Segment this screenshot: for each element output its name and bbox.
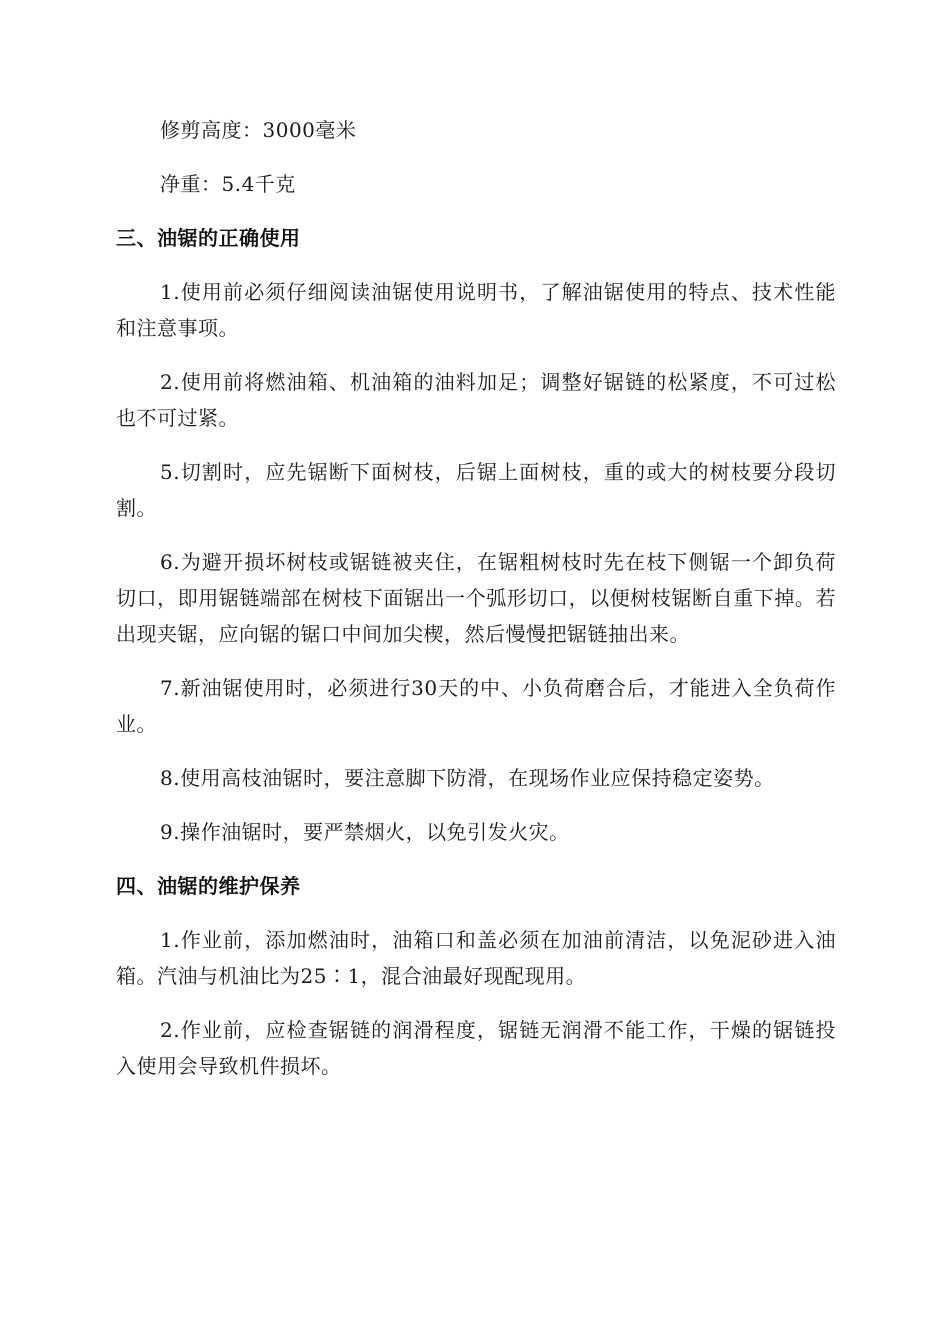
spec-trim-height: 修剪高度：3000毫米 [160,118,357,142]
spec-net-weight: 净重：5.4千克 [160,172,296,196]
usage-item-9: 9.操作油锯时，要严禁烟火，以免引发火灾。 [160,820,570,844]
maintenance-item-1: 1.作业前，添加燃油时，油箱口和盖必须在加油前清洁，以免泥砂进入油箱。汽油与机油比为25∶1，混合油最好现配现用。 [116,928,836,988]
section-heading-maintenance: 四、油锯的维护保养 [116,874,301,898]
usage-item-6: 6.为避开损坏树枝或锯链被夹住，在锯粗树枝时先在枝下侧锯一个卸负荷切口，即用锯链端部在树枝下面锯出一个弧形切口，以便树枝锯断自重下掉。若出现夹锯，应向锯的锯口中间加尖楔，然后慢慢把锯链抽出来。 [116,550,836,646]
usage-item-2: 2.使用前将燃油箱、机油箱的油料加足；调整好锯链的松紧度，不可过松也不可过紧。 [116,370,836,430]
document-body [116,112,836,1102]
usage-item-5: 5.切割时，应先锯断下面树枝，后锯上面树枝，重的或大的树枝要分段切割。 [116,460,836,520]
maintenance-item-2: 2.作业前，应检查锯链的润滑程度，锯链无润滑不能工作，干燥的锯链投入使用会导致机件损坏。 [116,1018,836,1078]
usage-item-7: 7.新油锯使用时，必须进行30天的中、小负荷磨合后，才能进入全负荷作业。 [116,676,836,736]
usage-item-1: 1.使用前必须仔细阅读油锯使用说明书，了解油锯使用的特点、技术性能和注意事项。 [116,280,836,340]
usage-item-8: 8.使用高枝油锯时，要注意脚下防滑，在现场作业应保持稳定姿势。 [160,766,775,790]
section-heading-usage: 三、油锯的正确使用 [116,226,301,250]
